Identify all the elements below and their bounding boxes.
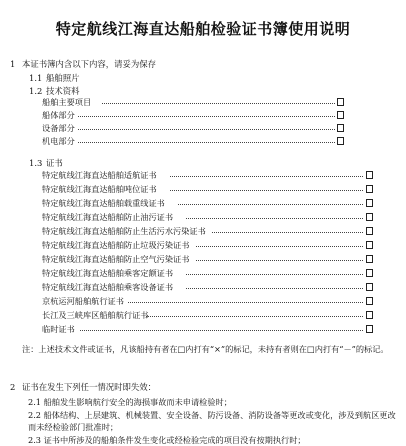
checkbox[interactable] <box>337 124 344 132</box>
leader-dots <box>196 246 363 247</box>
cert-row <box>0 254 406 264</box>
s13-number: 1.3 <box>29 158 43 168</box>
cert-row <box>0 324 406 334</box>
s12-number: 1.2 <box>29 86 43 96</box>
checkbox[interactable] <box>366 297 373 305</box>
cert-row <box>0 212 406 222</box>
tech-item-label: 机电部分 <box>42 136 75 146</box>
leader-dots <box>186 218 363 219</box>
leader-dots <box>146 316 363 317</box>
checkbox[interactable] <box>366 311 373 319</box>
tech-item-row <box>0 110 406 120</box>
leader-dots <box>78 116 335 117</box>
tech-item-row <box>0 136 406 146</box>
checkbox[interactable] <box>366 185 373 193</box>
cert-row <box>0 184 406 194</box>
section2-item: 2.1 船舶发生影响航行安全的海损事故而未申请检验时； <box>28 397 232 407</box>
leader-dots <box>102 103 335 104</box>
checkbox[interactable] <box>366 171 373 179</box>
cert-label: 特定航线江海直达船舶防止生活污水污染证书 <box>42 226 206 236</box>
section1-number: 1 <box>10 59 16 69</box>
section2-item: 2.2 船体结构、上层建筑、机械装置、安全设备、防污设备、消防设备等更改或变化，涉及到航区更改而未经检验部门批准时； <box>28 410 396 432</box>
leader-dots <box>78 142 335 143</box>
cert-label: 长江及三峡库区船舶航行证书 <box>42 310 149 320</box>
tech-item-label: 设备部分 <box>42 123 75 133</box>
checkbox[interactable] <box>366 255 373 263</box>
cert-row <box>0 296 406 306</box>
section2-intro: 证书在发生下列任一情况时即失效： <box>22 382 156 392</box>
s11-label: 船舶照片 <box>46 73 80 83</box>
cert-row <box>0 198 406 208</box>
cert-label: 临时证书 <box>42 324 75 334</box>
leader-dots <box>186 274 363 275</box>
cert-row <box>0 170 406 180</box>
checkbox[interactable] <box>366 283 373 291</box>
cert-label: 特定航线江海直达船舶乘客定额证书 <box>42 268 174 278</box>
tech-item-label: 船舶主要项目 <box>42 97 92 107</box>
cert-row <box>0 226 406 236</box>
s12-label: 技术资料 <box>46 86 80 96</box>
cert-row <box>0 310 406 320</box>
cert-label: 特定航线江海直达船舶防止空气污染证书 <box>42 254 190 264</box>
cert-label: 特定航线江海直达船舶吨位证书 <box>42 184 157 194</box>
cert-label: 特定航线江海直达船舶适航证书 <box>42 170 157 180</box>
leader-dots <box>170 190 363 191</box>
checkbox[interactable] <box>366 241 373 249</box>
cert-label: 特定航线江海直达船舶载重线证书 <box>42 198 165 208</box>
leader-dots <box>186 288 363 289</box>
checkbox[interactable] <box>337 111 344 119</box>
checkbox[interactable] <box>366 213 373 221</box>
leader-dots <box>212 232 363 233</box>
leader-dots <box>128 302 363 303</box>
tech-item-label: 船体部分 <box>42 110 75 120</box>
cert-row <box>0 240 406 250</box>
checkbox[interactable] <box>366 227 373 235</box>
note-paragraph: 注：上述技术文件或证书，凡该船持有者在□内打有“×”的标记，未持有者则在□内打有“－”的标记。 <box>22 344 389 354</box>
cert-row <box>0 282 406 292</box>
cert-label: 特定航线江海直达船舶防止油污证书 <box>42 212 174 222</box>
section2-item: 2.3 证书中所涉及的船舶条件发生变化或经检验完成的项目没有按期执行时； <box>28 435 306 445</box>
checkbox[interactable] <box>337 98 344 106</box>
cert-label: 特定航线江海直达船舶乘客设备证书 <box>42 282 174 292</box>
leader-dots <box>196 260 363 261</box>
cert-row <box>0 268 406 278</box>
leader-dots <box>170 176 363 177</box>
tech-item-row <box>0 123 406 133</box>
document-title: 特定航线江海直达船舶检验证书簿使用说明 <box>55 20 351 38</box>
cert-label: 特定航线江海直达船舶防止垃圾污染证书 <box>42 240 190 250</box>
s11-number: 1.1 <box>29 73 43 83</box>
section2-number: 2 <box>10 382 16 392</box>
section1-intro: 本证书簿内含以下内容，请妥为保存 <box>22 59 156 69</box>
checkbox[interactable] <box>366 325 373 333</box>
leader-dots <box>178 204 363 205</box>
leader-dots <box>78 129 335 130</box>
tech-item-row <box>0 97 406 107</box>
checkbox[interactable] <box>337 137 344 145</box>
checkbox[interactable] <box>366 269 373 277</box>
cert-label: 京杭运河船舶航行证书 <box>42 296 124 306</box>
leader-dots <box>80 330 363 331</box>
s13-label: 证书 <box>46 158 63 168</box>
checkbox[interactable] <box>366 199 373 207</box>
